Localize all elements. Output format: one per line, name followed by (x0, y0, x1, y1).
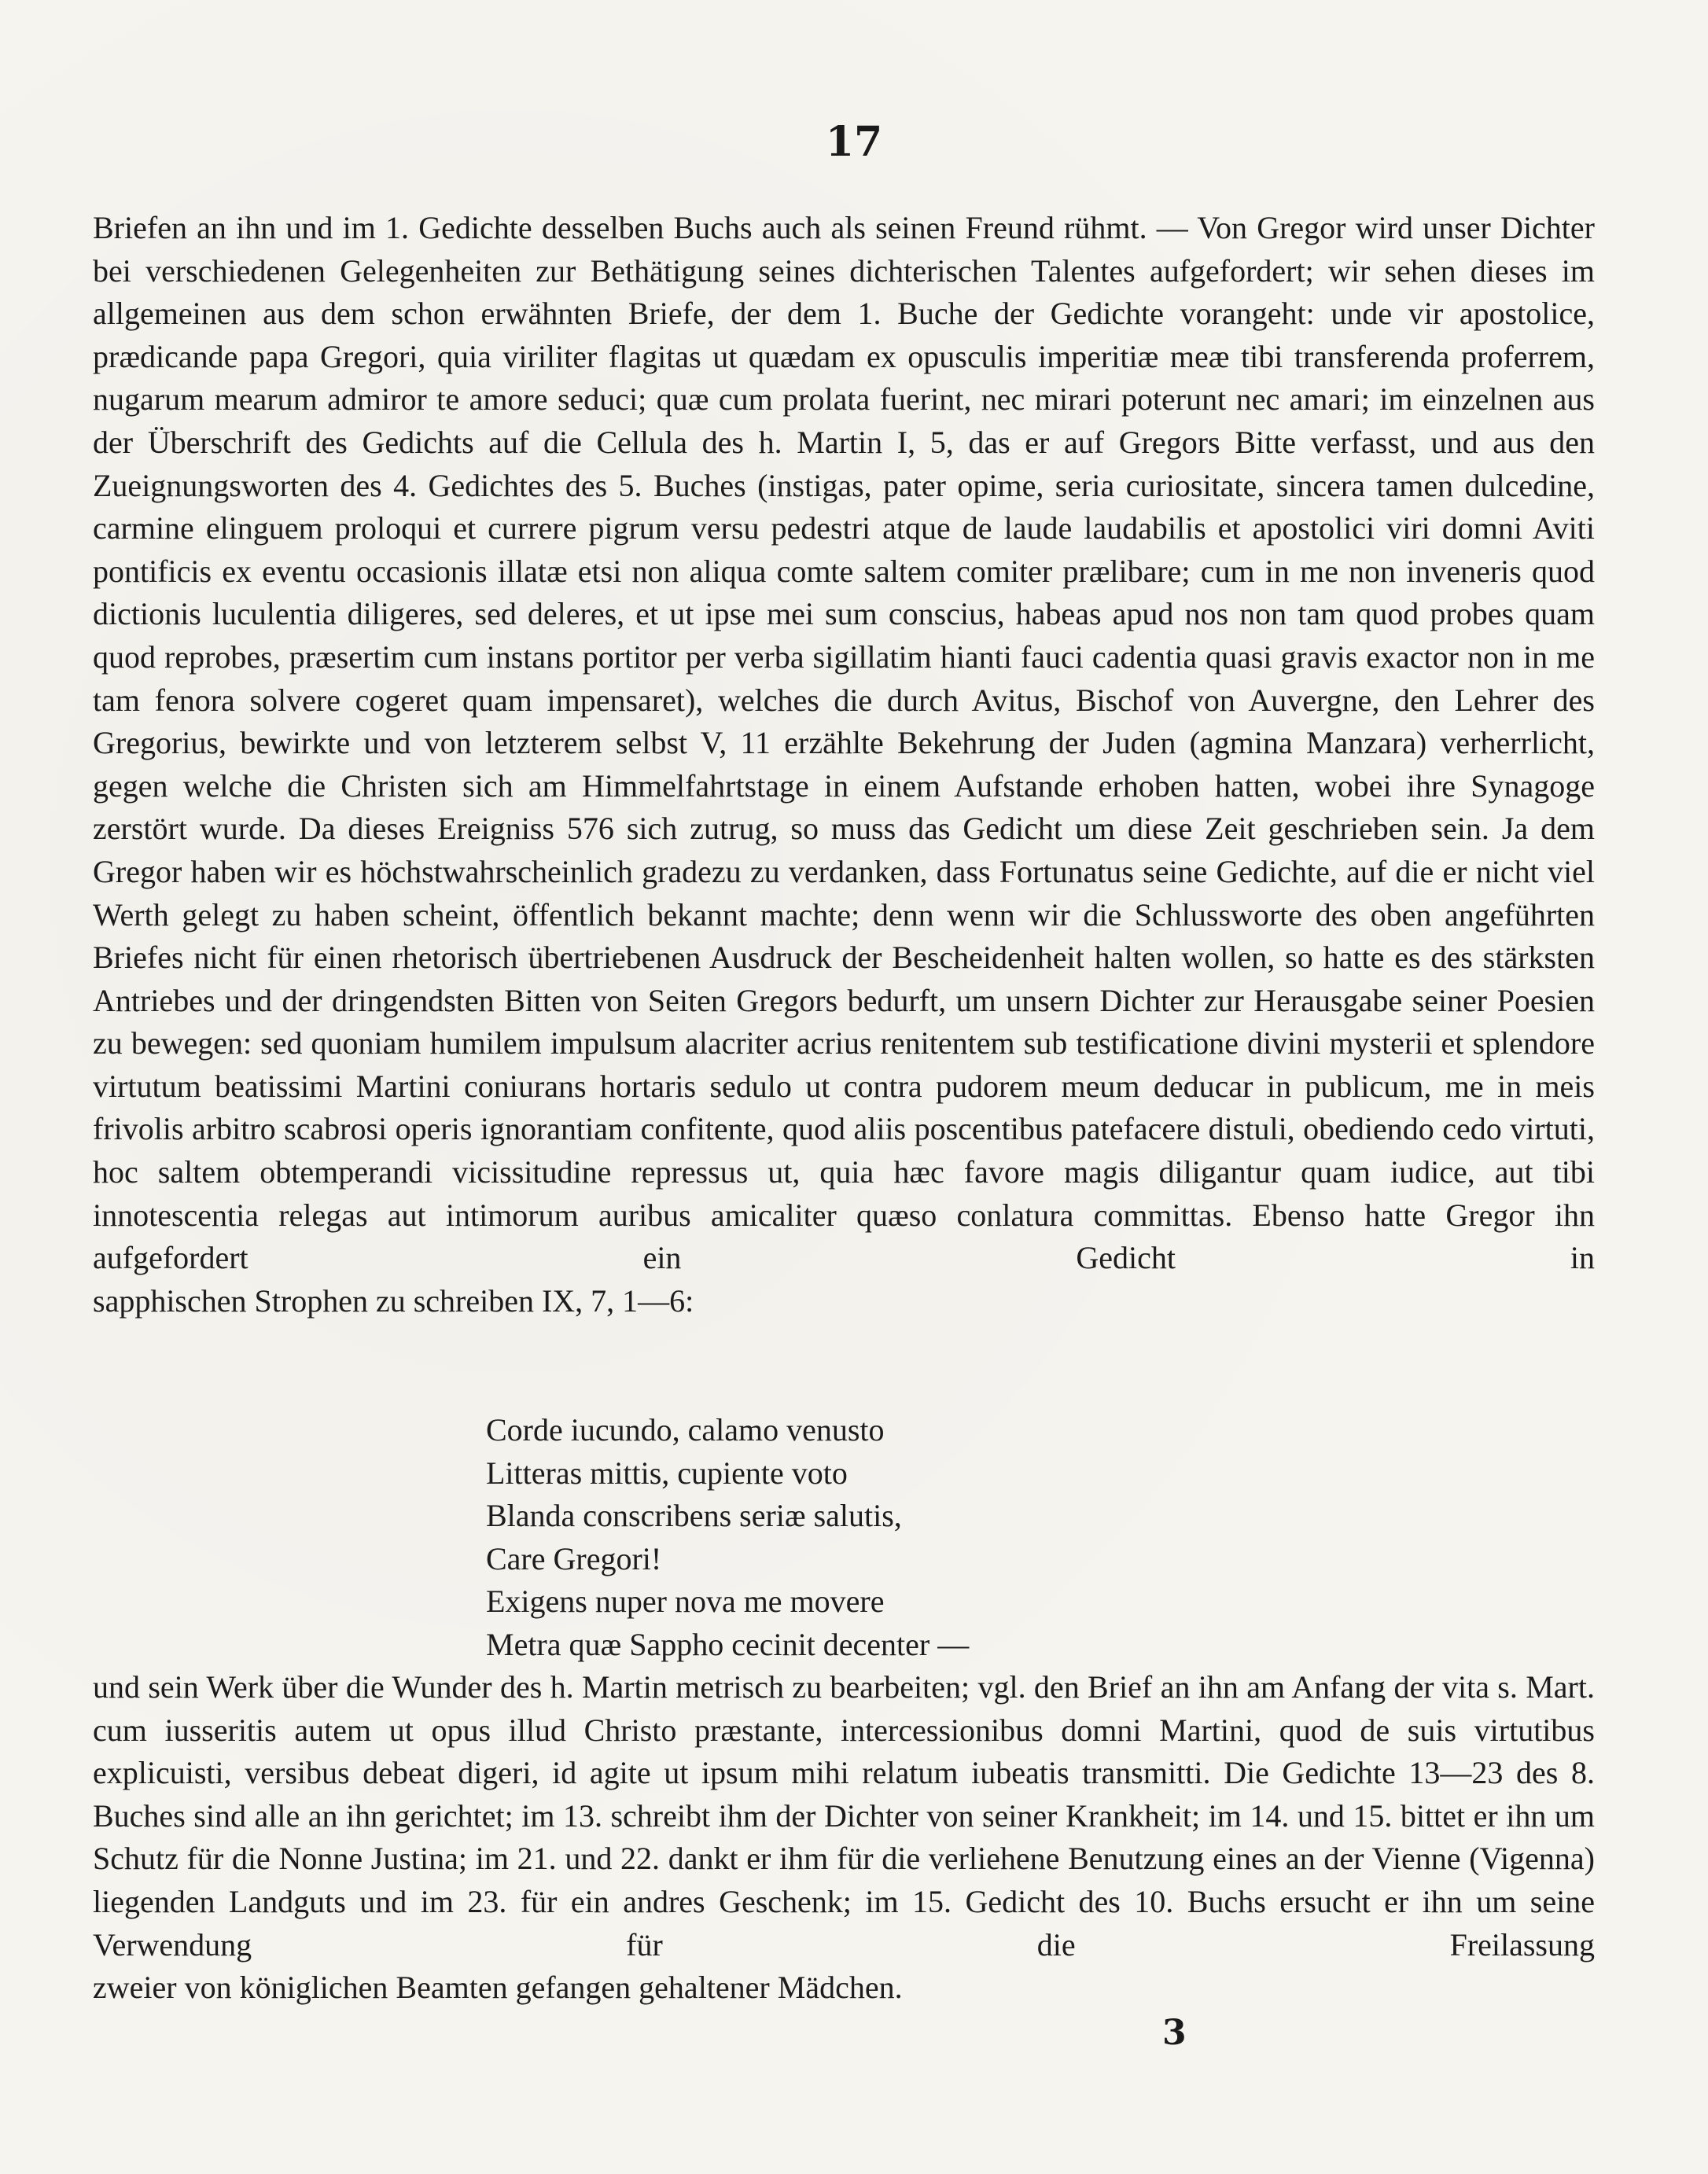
paragraph-martin-work (93, 1666, 1595, 2010)
verse-line: Exigens nuper nova me movere (486, 1584, 885, 1620)
verse-line: Corde iucundo, calamo venusto (486, 1412, 885, 1447)
paragraph-gregor-last-line: sapphischen Strophen zu schreiben IX, 7, 1—6: (93, 1282, 694, 1319)
paragraph-gregor-text: Briefen an ihn und im 1. Gedichte desselben Buchs auch als seinen Freund rühmt. — Von Gregor wird unser Dichter bei verschiedenen Gelegenheiten zur Bethätigung seines dichterischen Talentes aufgefordert; wir sehen dieses im allgemeinen aus dem schon erwähnten Briefe, der dem 1. Buche der Gedichte vorangeht: unde vir apostolice, prædicande papa Gregori, quia viriliter flagitas ut quædam ex opusculis imperitiæ meæ tibi transferenda proferrem, nugarum mearum admiror te amore seduci; quæ cum prolata fuerint, nec mirari poterunt nec amari; im einzelnen aus der Überschrift des Gedichts auf die Cellula des h. Martin I, 5, das er auf Gregors Bitte verfasst, und aus den Zueignungsworten des 4. Gedichtes des 5. Buches (instigas, pater opime, seria curiositate, sincera tamen dulcedine, carmine elinguem proloqui et currere pigrum versu pedestri atque de laude laudabilis et apostolici viri domni Aviti pontificis ex eventu occasionis illatæ etsi non aliqua comte saltem comiter prælibare; cum in me non inveneris quod dictionis luculentia diligeres, sed deleres, et ut ipse mei sum conscius, habeas apud nos non tam quod probes quam quod reprobes, præsertim cum instans portitor per verba sigillatim hianti fauci cadentia quasi gravis exactor non in me tam fenora solvere cogeret quam impensaret), welches die durch Avitus, Bischof von Auvergne, den Lehrer des Gregorius, bewirkte und von letzterem selbst V, 11 erzählte Bekehrung der Juden (agmina Manzara) verherrlicht, gegen welche die Christen sich am Himmelfahrtstage in einem Aufstande erhoben hatten, wobei ihre Synagoge zerstört wurde. Da dieses Ereigniss 576 sich zutrug, so muss das Gedicht um diese Zeit geschrieben sein. Ja dem Gregor haben wir es höchstwahrscheinlich gradezu zu verdanken, dass Fortunatus seine Gedichte, auf die er nicht viel Werth gelegt zu haben scheint, öffentlich bekannt machte; denn wenn wir die Schlussworte des oben angeführten Briefes nicht für einen rhetorisch übertriebenen Ausdruck der Bescheidenheit halten wollen, so hatte es des stärksten Antriebes und der dringendsten Bitten von Seiten Gregors bedurft, um unsern Dichter zur Herausgabe seiner Poesien zu bewegen: sed quoniam humilem impulsum alacriter acrius renitentem sub testificatione divini mysterii et splendore virtutum beatissimi Martini coniurans hortaris sedulo ut contra pudorem meum deducar in publicum, me in meis frivolis arbitro scabrosi operis ignorantiam confitente, quod aliis poscentibus patefacere distuli, obediendo cedo virtuti, hoc saltem obtemperandi vicissitudine repressus ut, quia hæc favore magis diligantur quam iudice, aut tibi innotescentia relegas aut intimorum auribus amicaliter quæso conlatura committas. Ebenso hatte Gregor ihn aufgefordert ein Gedicht in (93, 210, 1595, 1276)
verse-line: Metra quæ Sappho cecinit decenter — (486, 1626, 970, 1662)
paragraph-martin-work-text: und sein Werk über die Wunder des h. Martin metrisch zu bearbeiten; vgl. den Brief an ihn am Anfang der vita s. Mart. cum iusseritis autem ut opus illud Christo præstante, intercessionibus domni Martini, quod de suis virtutibus explicuisti, versibus debeat digeri, id agite ut ipsum mihi relatum iubeatis transmitti. Die Gedichte 13—23 des 8. Buches sind alle an ihn gerichtet; im 13. schreibt ihm der Dichter von seiner Krankheit; im 14. und 15. bittet er ihn um Schutz für die Nonne Justina; im 21. und 22. dankt er ihm für die verliehene Benutzung eines an der Vienne (Vigenna) liegenden Landguts und im 23. für ein andres Geschenk; im 15. Gedicht des 10. Buchs ersucht er ihn um seine Verwendung für die Freilassung (93, 1669, 1595, 1962)
page-number: 17 (825, 118, 883, 166)
signature-mark: 3 (1162, 2013, 1187, 2053)
paragraph-martin-work-last-line: zweier von königlichen Beamten gefangen gehaltener Mädchen. (93, 1970, 903, 2006)
sapphic-verse (486, 1409, 969, 1667)
verse-line: Blanda conscribens seriæ salutis, (486, 1498, 902, 1534)
verse-line: Litteras mittis, cupiente voto (486, 1455, 848, 1491)
verse-line: Care Gregori! (486, 1540, 662, 1576)
paragraph-gregor (93, 207, 1595, 1322)
